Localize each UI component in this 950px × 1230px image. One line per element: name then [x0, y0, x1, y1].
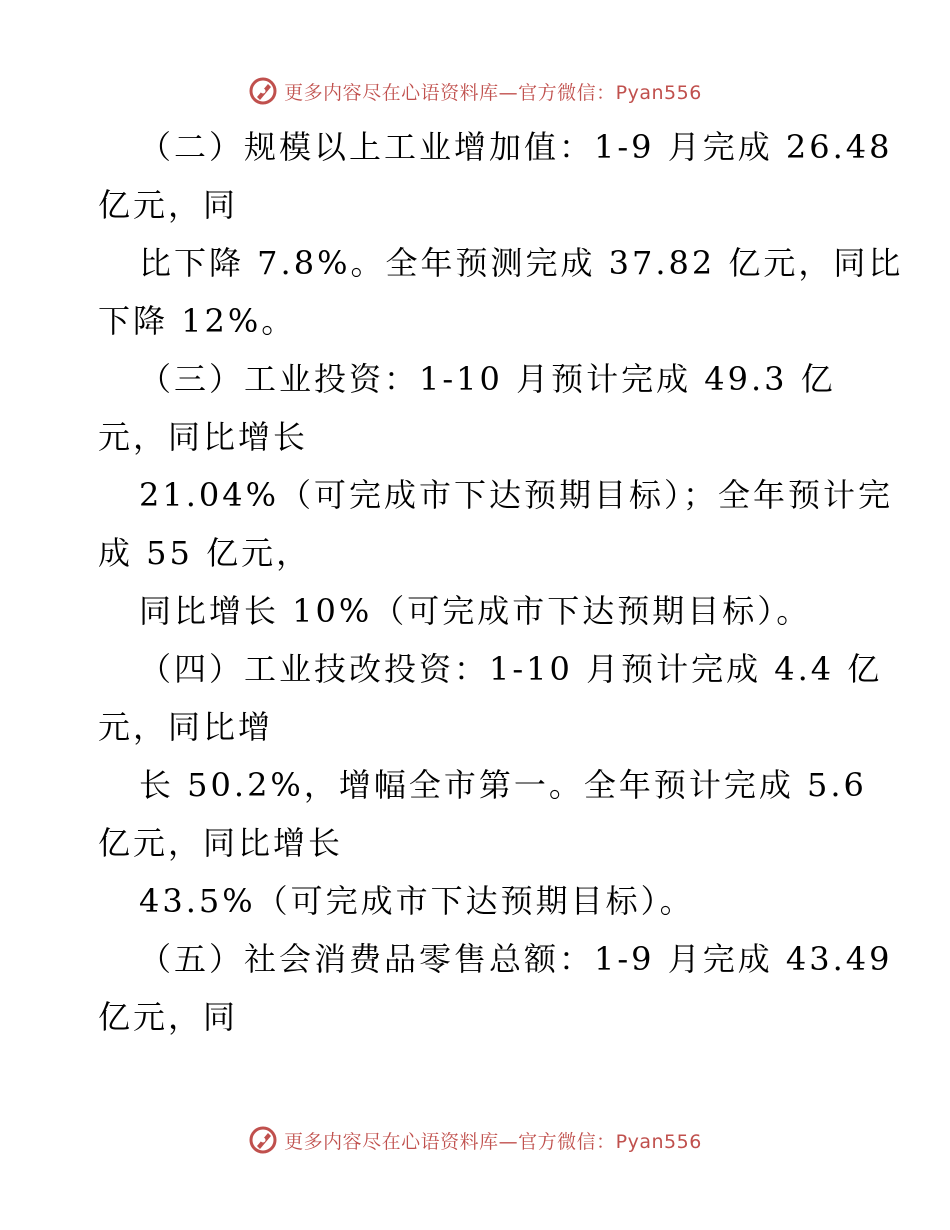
text-line: （二）规模以上工业增加值：1-9 月完成 26.48: [139, 128, 893, 166]
text-line: 亿元，同比增长: [98, 824, 344, 862]
text-line: 下降 12%。: [98, 302, 297, 340]
text-line: 43.5%（可完成市下达预期目标）。: [139, 882, 695, 920]
text-line: 元，同比增: [98, 708, 274, 746]
text-line: （四）工业技改投资：1-10 月预计完成 4.4 亿: [139, 650, 883, 688]
text-line: 同比增长 10%（可完成市下达预期目标）。: [139, 592, 812, 630]
text-line: 21.04%（可完成市下达预期目标）；全年预计完: [139, 476, 894, 514]
watermark-text: 更多内容尽在心语资料库—官方微信：Pyan556: [284, 1130, 702, 1153]
text-line: （三）工业投资：1-10 月预计完成 49.3 亿: [139, 360, 836, 398]
text-line: 长 50.2%，增幅全市第一。全年预计完成 5.6: [139, 766, 867, 804]
circle-pen-logo-icon: [248, 76, 278, 106]
text-line: 成 55 亿元，: [98, 534, 312, 572]
text-line: 亿元，同: [98, 186, 239, 224]
text-line: 比下降 7.8%。全年预测完成 37.82 亿元，同比: [139, 244, 904, 282]
text-line: （五）社会消费品零售总额：1-9 月完成 43.49: [139, 940, 893, 978]
text-line: 亿元，同: [98, 998, 239, 1036]
text-line: 元，同比增长: [98, 418, 309, 456]
watermark-text: 更多内容尽在心语资料库—官方微信：Pyan556: [284, 81, 702, 104]
circle-pen-logo-icon: [248, 1125, 278, 1155]
watermark-header: [0, 71, 950, 111]
watermark-footer: [0, 1120, 950, 1160]
